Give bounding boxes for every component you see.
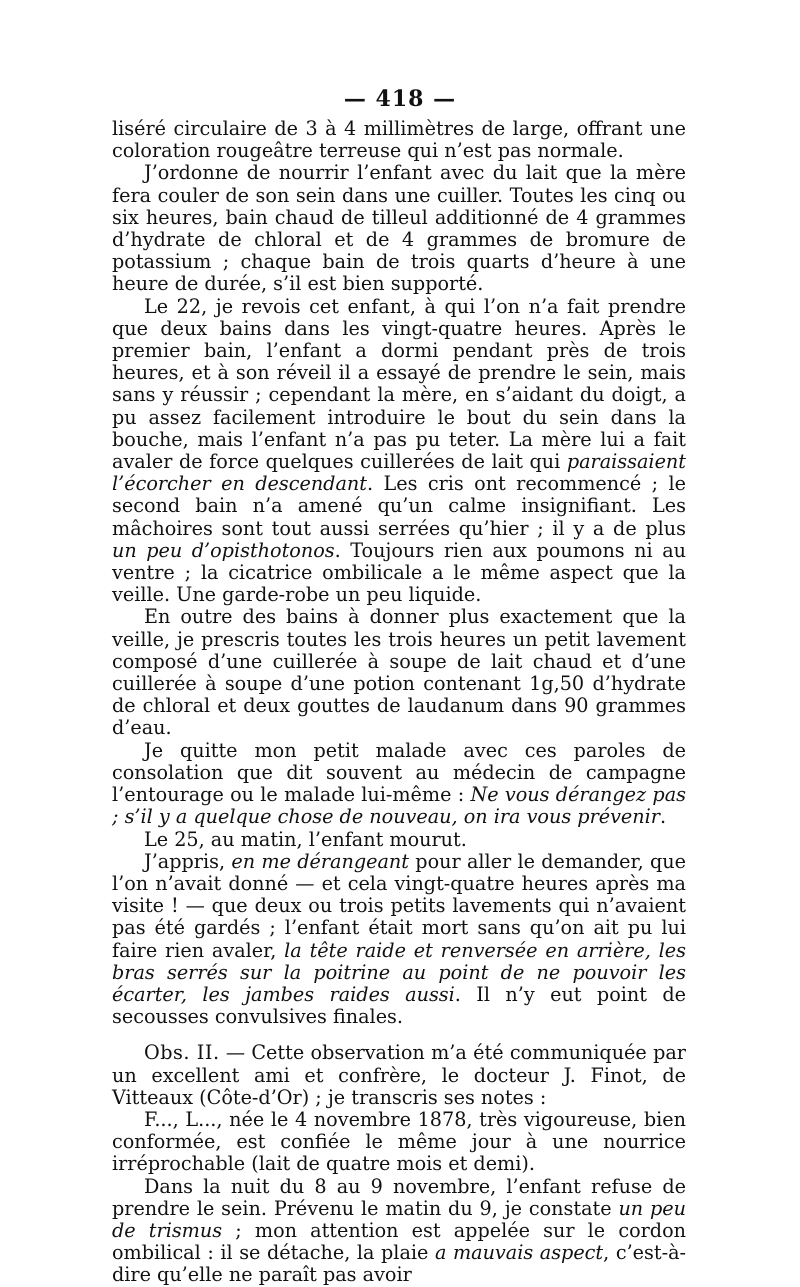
text-run: Le 22, je revois cet enfant, à qui l’on n’a fait prendre que deux bains dans les vingt-quatre heures. Après le premier bain, l’enfant a dormi pendant près de trois heures, et à son réveil il a essayé de prendre le sein, mais sans y réussir ; cependant la mère, en s’aidant du doigt, a pu assez facilement introduire le bout du sein dans la bouche, mais l’enfant n’a pas pu teter. La mère lui a fait avaler de force quelques cuillerées de lait qui: [112, 294, 686, 474]
italic-text: a mauvais aspect: [434, 1241, 604, 1265]
italic-text: en me dérangeant: [231, 849, 409, 873]
paragraph: [112, 1176, 686, 1287]
paragraph: [112, 851, 686, 1029]
text-run: — Cette observation m’a été communiquée par un excellent ami et confrère, le docteur J. Finot, de Vitteaux (Côte-d’Or) ; je transcris ses notes :: [112, 1041, 686, 1109]
small-caps-text: Obs. II.: [144, 1041, 220, 1065]
paragraph: [112, 829, 686, 851]
text-run: Je quitte mon petit malade avec ces paroles de consolation que dit souvent au médecin de campagne l’entourage ou le malade lui-même :: [112, 738, 686, 807]
paragraph: [112, 296, 686, 607]
body-text: [112, 118, 686, 1287]
text-run: . Toujours rien aux poumons ni au ventre ; la cicatrice ombilicale a le même aspect que la veille. Une garde-robe un peu liquide.: [112, 538, 686, 607]
italic-text: un peu d’opisthotonos: [112, 538, 335, 562]
text-run: . Les cris ont recommencé ; le second bain n’a amené qu’un calme insignifiant. Les mâchoires sont tout aussi serrées qu’hier ; il y a de plus: [112, 472, 686, 540]
text-run: J’appris,: [144, 849, 232, 873]
text-run: . Il n’y eut point de secousses convulsives finales.: [112, 982, 686, 1029]
paragraph: [112, 118, 686, 162]
text-run: .: [659, 805, 667, 829]
italic-text: paraissaient l’écorcher en descendant: [112, 450, 686, 496]
paragraph: [112, 162, 686, 295]
paragraph: [112, 1042, 686, 1109]
paragraph: [112, 740, 686, 829]
italic-text: un peu de trismus: [112, 1196, 686, 1242]
text-run: , c’est-à-dire qu’elle ne paraît pas avoir: [112, 1241, 686, 1287]
page-number: — 418 —: [343, 86, 457, 112]
text-run: ; mon attention est appelée sur le cordon ombilical : il se détache, la plaie: [112, 1218, 686, 1265]
text-run: Dans la nuit du 8 au 9 novembre, l’enfant refuse de prendre le sein. Prévenu le matin du 9, je constate: [112, 1174, 686, 1220]
text-run: Le 25, au matin, l’enfant mourut.: [144, 827, 467, 851]
text-run: F..., L..., née le 4 novembre 1878, très vigoureuse, bien conformée, est confiée le même jour à une nourrice irréprochable (lait de quatre mois et demi).: [112, 1107, 686, 1176]
paragraph: [112, 1109, 686, 1176]
text-run: En outre des bains à donner plus exactement que la veille, je prescris toutes les trois heures un petit lavement composé d’une cuillerée à soupe de lait chaud et d’une cuillerée à soupe d’une potion contenant 1g,50 d’hydrate de chloral et deux gouttes de laudanum dans 90 grammes d’eau.: [112, 605, 686, 740]
text-run: liséré circulaire de 3 à 4 millimètres de large, offrant une coloration rougeâtre terreuse qui n’est pas normale.: [112, 117, 686, 163]
text-run: J’ordonne de nourrir l’enfant avec du lait que la mère fera couler de son sein dans une cuiller. Toutes les cinq ou six heures, bain chaud de tilleul additionné de 4 grammes d’hydrate de chloral et de 4 grammes de bromure de potassium ; chaque bain de trois quarts d’heure à une heure de durée, s’il est bien supporté.: [112, 161, 686, 296]
text-run: pour aller le demander, que l’on n’avait donné — et cela vingt-quatre heures après ma visite ! — que deux ou trois petits lavements qui n’avaient pas été gardés ; l’enfant était mort sans qu’on ait pu lui faire rien avaler,: [112, 849, 686, 962]
italic-text: la tête raide et renversée en arrière, les bras serrés sur la poitrine au point de ne pouvoir les écarter, les jambes raides aussi: [112, 938, 686, 1006]
paragraph: [112, 606, 686, 739]
italic-text: Ne vous dérangez pas ; s’il y a quelque chose de nouveau, on ira vous prévenir: [112, 783, 686, 829]
